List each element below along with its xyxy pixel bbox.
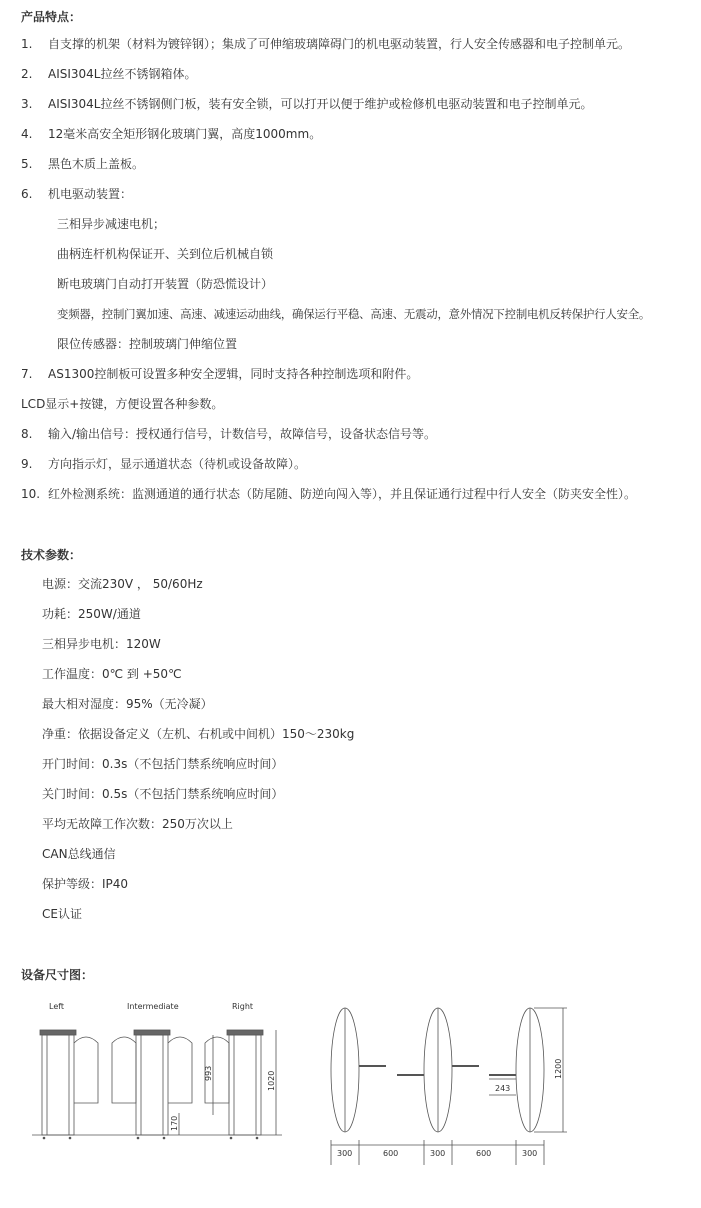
spec-item: 关门时间：0.5s（不包括门禁系统响应时间） [42, 787, 284, 801]
sub-item: 断电玻璃门自动打开装置（防恐慌设计） [57, 277, 274, 291]
feature-item [21, 186, 132, 202]
front-view [32, 1002, 282, 1139]
feature-text: 自支撑的机架（材料为镀锌钢）；集成了可伸缩玻璃障碍门的机电驱动装置，行人安全传感器和电子控制单元。 [48, 37, 631, 51]
feature-continuation: LCD显示+按键，方便设置各种参数。 [21, 397, 224, 411]
feature-text: 黑色木质上盖板。 [48, 157, 145, 171]
specs-heading: 技术参数： [21, 548, 82, 562]
sub-item: 变频器，控制门翼加速、高速、减速运动曲线，确保运行平稳、高速、无震动，意外情况下控制电机反转保护行人安全。 [57, 307, 651, 321]
feature-text: AS1300控制板可设置多种安全逻辑，同时支持各种控制选项和附件。 [48, 367, 419, 381]
dim-1020: 1020 [267, 1070, 276, 1091]
dim-300: 300 [522, 1149, 538, 1158]
dim-600: 600 [383, 1149, 399, 1158]
cabinet-middle-top [134, 1030, 170, 1035]
feature-item [21, 36, 630, 52]
dim-300: 300 [430, 1149, 446, 1158]
feature-number: 7. [21, 367, 33, 381]
sub-item: 限位传感器：控制玻璃门伸缩位置 [57, 337, 238, 351]
spec-item: CAN总线通信 [42, 847, 116, 861]
label-intermediate: Intermediate [127, 1002, 179, 1011]
feature-number: 6. [21, 187, 33, 201]
spec-item: 工作温度：0℃ 到 +50℃ [42, 667, 182, 681]
feature-item [21, 486, 636, 502]
feature-text: AISI304L拉丝不锈钢侧门板，装有安全锁，可以打开以便于维护或检修机电驱动装置和电子控制单元。 [48, 97, 593, 111]
sub-item: 三相异步减速电机； [57, 217, 166, 231]
feature-item [21, 366, 418, 382]
feature-text: 12毫米高安全矩形钢化玻璃门翼，高度1000mm。 [48, 127, 322, 141]
features-heading: 产品特点： [21, 10, 82, 24]
spec-item: 功耗：250W/通道 [42, 607, 141, 621]
feature-item [21, 126, 321, 142]
spec-item: 净重：依据设备定义（左机、右机或中间机）150～230kg [42, 727, 355, 741]
glass-wing [112, 1037, 136, 1103]
dim-243: 243 [495, 1084, 511, 1093]
feature-number: 9. [21, 457, 33, 471]
spec-item: 三相异步电机：120W [42, 637, 161, 651]
glass-wing [168, 1037, 192, 1103]
spec-item: 开门时间：0.3s（不包括门禁系统响应时间） [42, 757, 284, 771]
sub-item: 曲柄连杆机构保证开、关到位后机械自锁 [57, 247, 274, 261]
feature-item [21, 156, 144, 172]
feature-number: 5. [21, 157, 33, 171]
dim-600: 600 [476, 1149, 492, 1158]
feature-text: 输入/输出信号：授权通行信号，计数信号，故障信号，设备状态信号等。 [48, 427, 437, 441]
dim-300: 300 [337, 1149, 353, 1158]
dim-993: 993 [204, 1065, 213, 1081]
feature-item [21, 426, 436, 442]
glass-wing [74, 1037, 98, 1103]
top-view [331, 1008, 567, 1165]
label-left: Left [49, 1002, 65, 1011]
dimensions-heading: 设备尺寸图： [21, 968, 94, 982]
spec-item: CE认证 [42, 907, 82, 921]
feature-number: 10. [21, 487, 41, 501]
feature-text: 方向指示灯，显示通道状态（待机或设备故障）。 [48, 457, 307, 471]
spec-item: 平均无故障工作次数：250万次以上 [42, 817, 233, 831]
feature-number: 1. [21, 37, 33, 51]
spec-item: 保护等级：IP40 [42, 877, 129, 891]
dimension-drawing [20, 995, 580, 1170]
cabinet-right-top [227, 1030, 263, 1035]
dim-1200: 1200 [554, 1058, 563, 1079]
cabinet-left-top [40, 1030, 76, 1035]
feature-number: 3. [21, 97, 33, 111]
feature-text: 红外检测系统：监测通道的通行状态（防尾随、防逆向闯入等），并且保证通行过程中行人安全（防夹安全性）。 [48, 487, 637, 501]
dim-170: 170 [170, 1115, 179, 1131]
feature-item [21, 66, 197, 82]
feature-number: 2. [21, 67, 33, 81]
feature-item [21, 96, 593, 112]
feature-number: 4. [21, 127, 33, 141]
feature-item [21, 456, 306, 472]
label-right: Right [232, 1002, 254, 1011]
spec-item: 电源：交流230V ， 50/60Hz [42, 577, 203, 591]
feature-text: 机电驱动装置： [48, 187, 133, 201]
spec-item: 最大相对湿度：95%（无冷凝） [42, 697, 213, 711]
feature-number: 8. [21, 427, 33, 441]
feature-text: AISI304L拉丝不锈钢箱体。 [48, 67, 197, 81]
